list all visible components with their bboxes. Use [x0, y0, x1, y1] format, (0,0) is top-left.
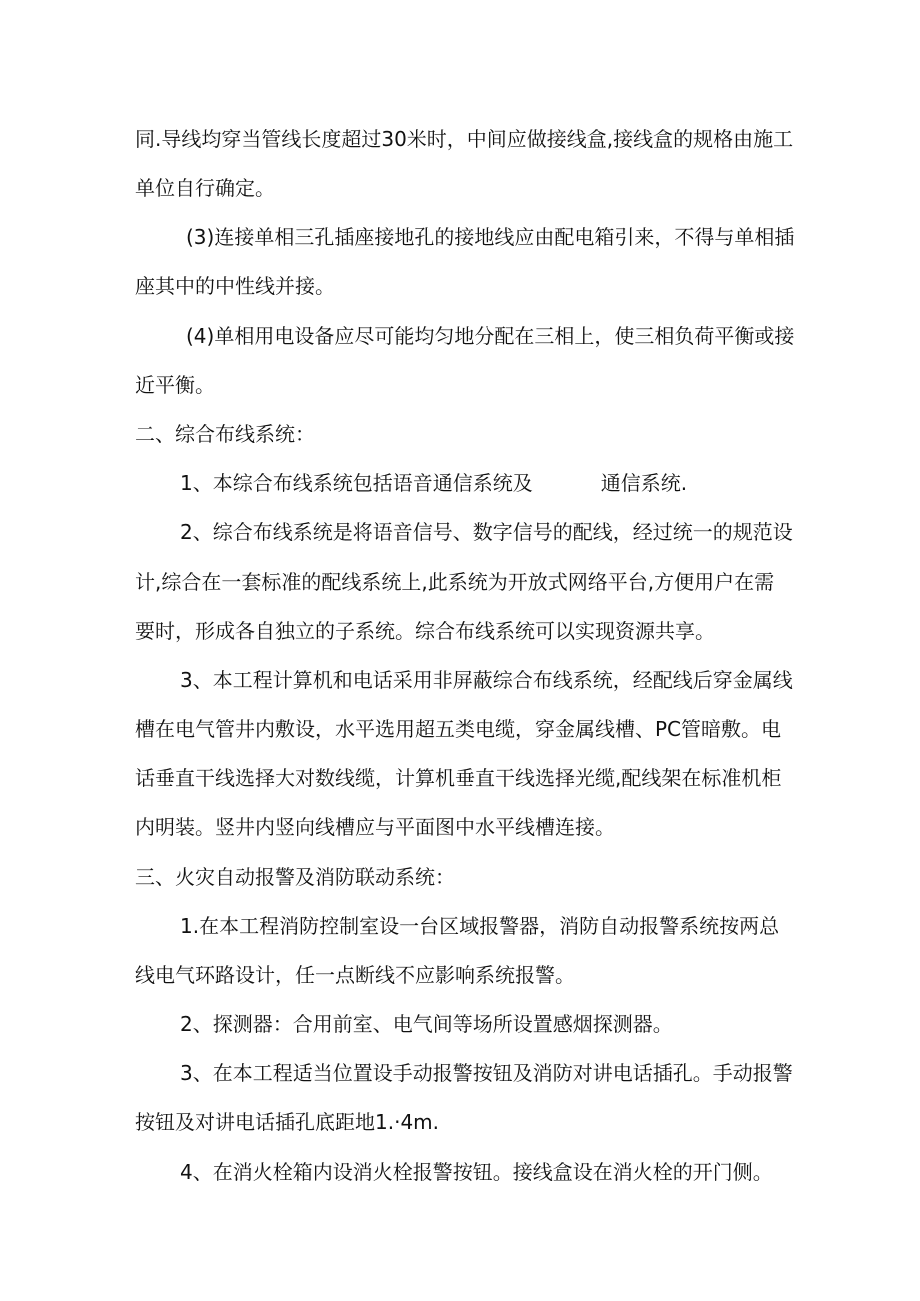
section-heading: 二、综合布线系统：	[135, 422, 315, 446]
text-line: 线电气环路设计，任一点断线不应影响系统报警。	[135, 963, 575, 987]
text-line: 内明装。竖井内竖向线槽应与平面图中水平线槽连接。	[135, 815, 615, 839]
text-line: 4、在消火栓箱内设消火栓报警按钮。接线盒设在消火栓的开门侧。	[180, 1160, 773, 1184]
text-line: 3、在本工程适当位置设手动报警按钮及消防对讲电话插孔。手动报警	[180, 1061, 793, 1085]
text-fragment: 通信系统.	[600, 471, 688, 495]
text-line: 2、综合布线系统是将语音信号、数字信号的配线，经过统一的规范设	[180, 520, 793, 544]
text-line: 座其中的中性线并接。	[135, 274, 335, 298]
text-line: 1.在本工程消防控制室设一台区域报警器，消防自动报警系统按两总	[180, 914, 780, 938]
text-line	[180, 469, 687, 497]
text-line: 同.导线均穿当管线长度超过30米时，中间应做接线盒,接线盒的规格由施工	[135, 127, 794, 151]
text-line: (3)连接单相三孔插座接地孔的接地线应由配电箱引来，不得与单相插	[186, 225, 795, 249]
text-line: 按钮及对讲电话插孔底距地1.·4m.	[135, 1110, 440, 1134]
text-fragment: 1、本综合布线系统包括语音通信系统及	[180, 471, 533, 495]
text-line: 计,综合在一套标准的配线系统上,此系统为开放式网络平台,方便用户在需	[135, 570, 775, 594]
text-line: 要时，形成各自独立的子系统。综合布线系统可以实现资源共享。	[135, 619, 715, 643]
text-line: 单位自行确定。	[135, 176, 275, 200]
section-heading: 三、火灾自动报警及消防联动系统：	[135, 865, 455, 889]
text-line: 3、本工程计算机和电话采用非屏蔽综合布线系统，经配线后穿金属线	[180, 668, 793, 692]
text-line: (4)单相用电设备应尽可能均匀地分配在三相上，使三相负荷平衡或接	[186, 324, 795, 348]
text-line: 近平衡。	[135, 373, 215, 397]
text-line: 槽在电气管井内敷设，水平选用超五类电缆，穿金属线槽、PC管暗敷。电	[135, 717, 782, 741]
text-line: 2、探测器：合用前室、电气间等场所设置感烟探测器。	[180, 1012, 673, 1036]
text-line: 话垂直干线选择大对数线缆，计算机垂直干线选择光缆,配线架在标准机柜	[135, 766, 782, 790]
